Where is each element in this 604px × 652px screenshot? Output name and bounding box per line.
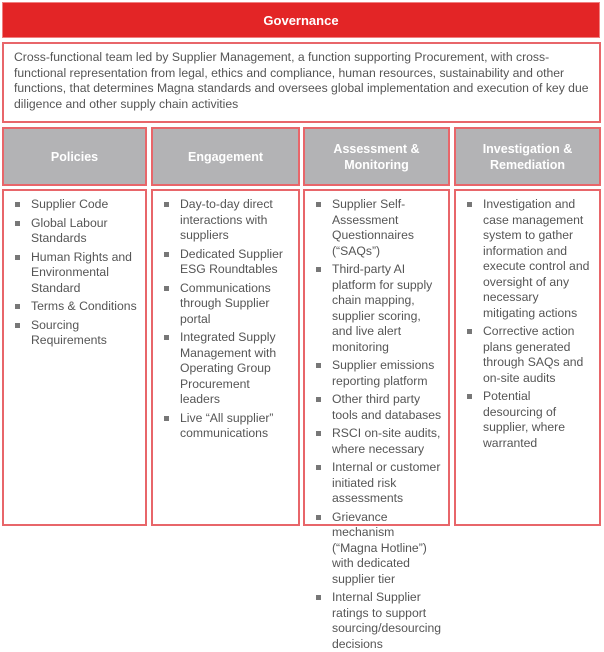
list-item: Potential desourcing of supplier, where warranted bbox=[464, 389, 593, 451]
column-body bbox=[151, 189, 300, 526]
list-item: Internal or customer initiated risk assessments bbox=[313, 460, 442, 507]
list-item: Third-party AI platform for supply chain mapping, supplier scoring, and live alert monitoring bbox=[313, 262, 442, 355]
list-item: Terms & Conditions bbox=[12, 299, 139, 315]
column-header bbox=[303, 127, 450, 186]
bullet-list bbox=[12, 197, 139, 349]
governance-description: Cross-functional team led by Supplier Management, a function supporting Procurement, with cross-functional representation from legal, ethics and compliance, human resources, sustainability and other functions, that determines Magna standards and oversees global implementation and execution of key due diligence and other supply chain activities bbox=[2, 42, 601, 123]
list-item: Internal Supplier ratings to support sourcing/desourcing decisions bbox=[313, 590, 442, 652]
list-item: Communications through Supplier portal bbox=[161, 281, 292, 328]
list-item: Corrective action plans generated through SAQs and on-site audits bbox=[464, 324, 593, 386]
column-body bbox=[454, 189, 601, 526]
column-header bbox=[151, 127, 300, 186]
list-item: Sourcing Requirements bbox=[12, 318, 139, 349]
list-item: Supplier Self-Assessment Questionnaires (“SAQs”) bbox=[313, 197, 442, 259]
list-item: RSCI on-site audits, where necessary bbox=[313, 426, 442, 457]
list-item: Dedicated Supplier ESG Roundtables bbox=[161, 247, 292, 278]
column-body bbox=[2, 189, 147, 526]
list-item: Supplier Code bbox=[12, 197, 139, 213]
list-item: Day-to-day direct interactions with suppliers bbox=[161, 197, 292, 244]
list-item: Human Rights and Environmental Standard bbox=[12, 250, 139, 297]
bullet-list bbox=[161, 197, 292, 442]
bullet-list bbox=[464, 197, 593, 451]
list-item: Integrated Supply Management with Operating Group Procurement leaders bbox=[161, 330, 292, 408]
list-item: Supplier emissions reporting platform bbox=[313, 358, 442, 389]
column-title: Assessment & Monitoring bbox=[333, 141, 420, 172]
column-header bbox=[454, 127, 601, 186]
column-header bbox=[2, 127, 147, 186]
list-item: Other third party tools and databases bbox=[313, 392, 442, 423]
list-item: Grievance mechanism (“Magna Hotline”) with dedicated supplier tier bbox=[313, 510, 442, 588]
bullet-list bbox=[313, 197, 442, 652]
list-item: Live “All supplier” communications bbox=[161, 411, 292, 442]
list-item: Investigation and case management system to gather information and execute control and oversight of any necessary mitigating actions bbox=[464, 197, 593, 321]
column-title: Investigation & Remediation bbox=[482, 141, 573, 172]
column-title: Engagement bbox=[187, 149, 263, 164]
column-title: Policies bbox=[50, 149, 99, 164]
governance-header: Governance bbox=[2, 2, 600, 38]
column-body bbox=[303, 189, 450, 651]
list-item: Global Labour Standards bbox=[12, 216, 139, 247]
